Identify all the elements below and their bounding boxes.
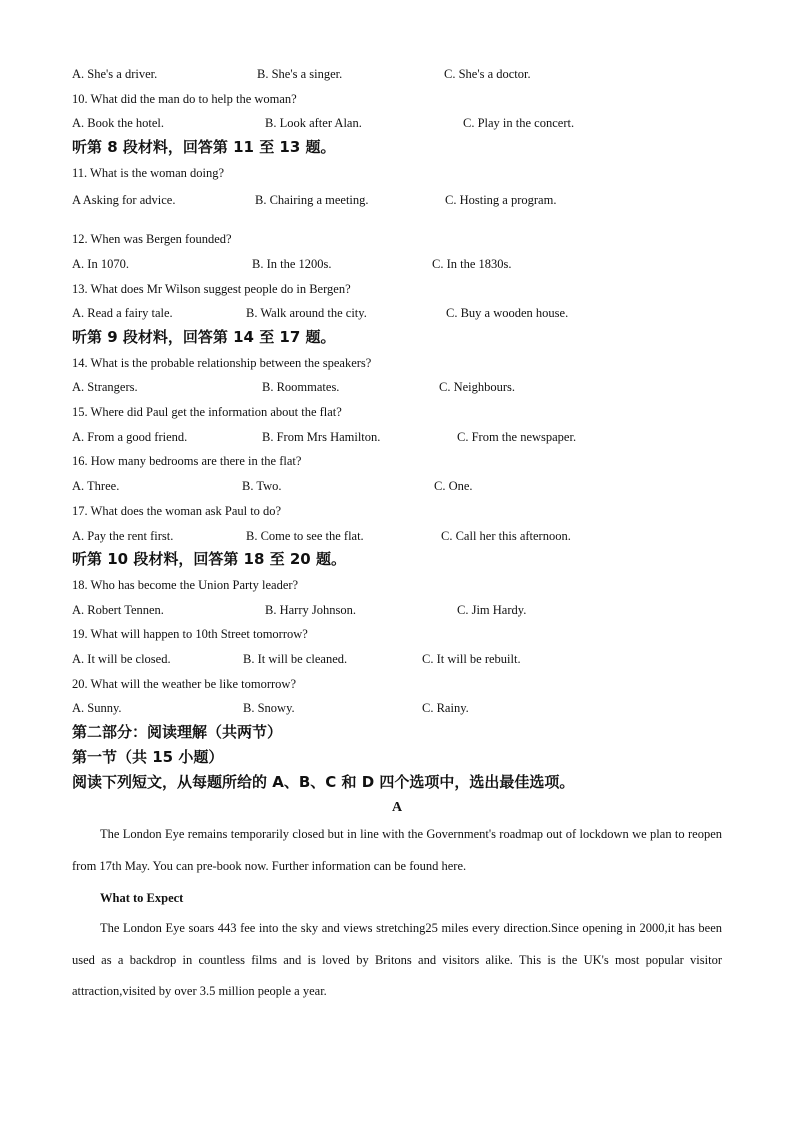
q20-option-b: B. Snowy. xyxy=(243,701,295,715)
q15-option-c: C. From the newspaper. xyxy=(457,430,577,444)
q16-question: 16. How many bedrooms are there in the flat? xyxy=(72,454,302,468)
q19-option-c: C. It will be rebuilt. xyxy=(422,652,521,666)
q16-option-c: C. One. xyxy=(434,479,473,493)
paragraph-2: The London Eye soars 443 fee into the sky and views stretching25 miles every direction.Since opening in 2000,it has been used as a backdrop in countless films and is loved by Britons and visitors alike. This is the UK's most popular visitor attraction,visited by over 3.5 million people a year. xyxy=(72,921,722,998)
q14-question: 14. What is the probable relationship between the speakers? xyxy=(72,356,372,370)
q15-option-a: A. From a good friend. xyxy=(72,430,188,444)
q13-option-b: B. Walk around the city. xyxy=(246,306,367,320)
q12-option-a: A. In 1070. xyxy=(72,257,129,271)
q20-option-c: C. Rainy. xyxy=(422,701,469,715)
q12-question: 12. When was Bergen founded? xyxy=(72,232,232,246)
q16-option-a: A. Three. xyxy=(72,479,120,493)
q12-option-b: B. In the 1200s. xyxy=(252,257,332,271)
section1-heading: 第一节（共 15 小题） xyxy=(72,748,224,766)
instruction-text: 阅读下列短文，从每题所给的 A、B、C 和 D 四个选项中，选出最佳选项。 xyxy=(72,773,575,791)
q17-option-a: A. Pay the rent first. xyxy=(72,529,174,543)
q16-option-b: B. Two. xyxy=(242,479,282,493)
q14-option-c: C. Neighbours. xyxy=(439,380,516,394)
paragraph-1: The London Eye remains temporarily closed but in line with the Government's roadmap out of lockdown we plan to reopen from 17th May. You can pre-book now. Further information can be found here. xyxy=(72,827,722,873)
q18-option-b: B. Harry Johnson. xyxy=(265,603,356,617)
q13-option-c: C. Buy a wooden house. xyxy=(446,306,569,320)
q10-question: 10. What did the man do to help the woman? xyxy=(72,92,297,106)
q15-option-b: B. From Mrs Hamilton. xyxy=(262,430,381,444)
q18-question: 18. Who has become the Union Party leader? xyxy=(72,578,299,592)
q11-question: 11. What is the woman doing? xyxy=(72,166,225,180)
q9-option-c: C. She's a doctor. xyxy=(444,67,531,81)
subheading-what-to-expect: What to Expect xyxy=(100,891,184,905)
q9-option-b: B. She's a singer. xyxy=(257,67,343,81)
q10-option-c: C. Play in the concert. xyxy=(463,116,575,130)
q10-option-b: B. Look after Alan. xyxy=(265,116,362,130)
q14-option-a: A. Strangers. xyxy=(72,380,138,394)
passage-letter: A xyxy=(391,800,403,815)
q18-option-a: A. Robert Tennen. xyxy=(72,603,164,617)
q19-question: 19. What will happen to 10th Street tomorrow? xyxy=(72,627,308,641)
q17-option-b: B. Come to see the flat. xyxy=(246,529,364,543)
q18-option-c: C. Jim Hardy. xyxy=(457,603,527,617)
q20-option-a: A. Sunny. xyxy=(72,701,122,715)
q17-option-c: C. Call her this afternoon. xyxy=(441,529,571,543)
q19-option-b: B. It will be cleaned. xyxy=(243,652,348,666)
section-heading-9: 听第 9 段材料，回答第 14 至 17 题。 xyxy=(72,328,336,346)
q19-option-a: A. It will be closed. xyxy=(72,652,171,666)
q11-option-c: C. Hosting a program. xyxy=(445,193,557,207)
q17-question: 17. What does the woman ask Paul to do? xyxy=(72,504,282,518)
part2-heading: 第二部分：阅读理解（共两节） xyxy=(72,723,283,741)
q13-option-a: A. Read a fairy tale. xyxy=(72,306,173,320)
section-heading-8: 听第 8 段材料，回答第 11 至 13 题。 xyxy=(72,138,336,156)
q11-option-a: A Asking for advice. xyxy=(72,193,176,207)
q10-option-a: A. Book the hotel. xyxy=(72,116,165,130)
q13-question: 13. What does Mr Wilson suggest people do in Bergen? xyxy=(72,282,351,296)
q12-option-c: C. In the 1830s. xyxy=(432,257,512,271)
q14-option-b: B. Roommates. xyxy=(262,380,340,394)
q11-option-b: B. Chairing a meeting. xyxy=(255,193,369,207)
q15-question: 15. Where did Paul get the information about the flat? xyxy=(72,405,342,419)
section-heading-10: 听第 10 段材料，回答第 18 至 20 题。 xyxy=(72,550,346,568)
q9-option-a: A. She's a driver. xyxy=(72,67,158,81)
q20-question: 20. What will the weather be like tomorrow? xyxy=(72,677,297,691)
